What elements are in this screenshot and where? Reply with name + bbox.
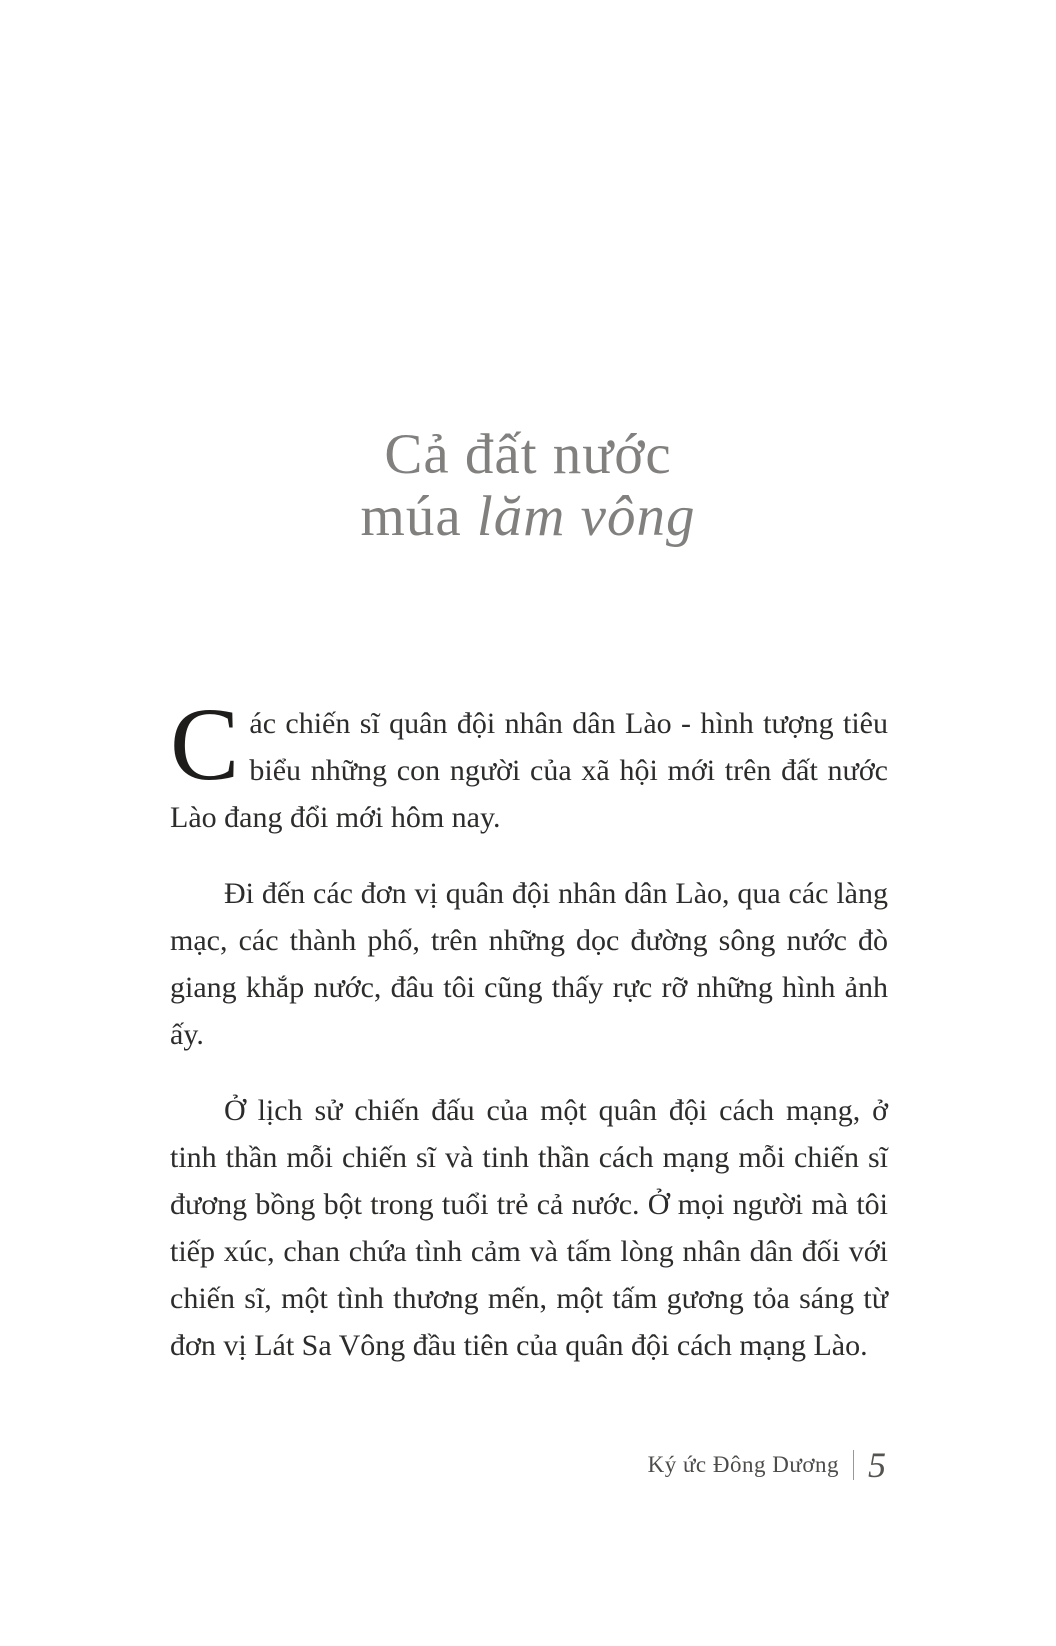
page-footer [648, 1444, 886, 1486]
chapter-title-line1: Cả đất nước [384, 423, 672, 486]
chapter-title-line2 [0, 486, 1056, 548]
page-number: 5 [868, 1445, 886, 1485]
paragraph-1 [170, 687, 888, 841]
paragraph-2: Đi đến các đơn vị quân đội nhân dân Lào, qua các làng mạc, các thành phố, trên những dọc đường sông nước đò giang khắp nước, đâu tôi cũng thấy rực rỡ những hình ảnh ấy. [170, 877, 888, 1051]
chapter-title-line2-italic: lăm vông [476, 485, 696, 548]
paragraph-3: Ở lịch sử chiến đấu của một quân đội cách mạng, ở tinh thần mỗi chiến sĩ và tinh thần cách mạng mỗi chiến sĩ đương bồng bột trong tuổi trẻ cả nước. Ở mọi người mà tôi tiếp xúc, chan chứa tình cảm và tấm lòng nhân dân đối với chiến sĩ, một tình thương mến, một tấm gương tỏa sáng từ đơn vị Lát Sa Vông đầu tiên của quân đội cách mạng Lào. [170, 1094, 888, 1362]
footer-divider [853, 1450, 854, 1480]
chapter-title-line2-regular: múa [360, 485, 477, 548]
body-text [170, 687, 888, 1398]
paragraph-1-text: ác chiến sĩ quân đội nhân dân Lào - hình tượng tiêu biểu những con người của xã hội mới trên đất nước Lào đang đổi mới hôm nay. [170, 707, 888, 834]
drop-cap: C [170, 687, 240, 802]
running-head: Ký ức Đông Dương [647, 1452, 839, 1477]
chapter-title [0, 424, 1056, 548]
